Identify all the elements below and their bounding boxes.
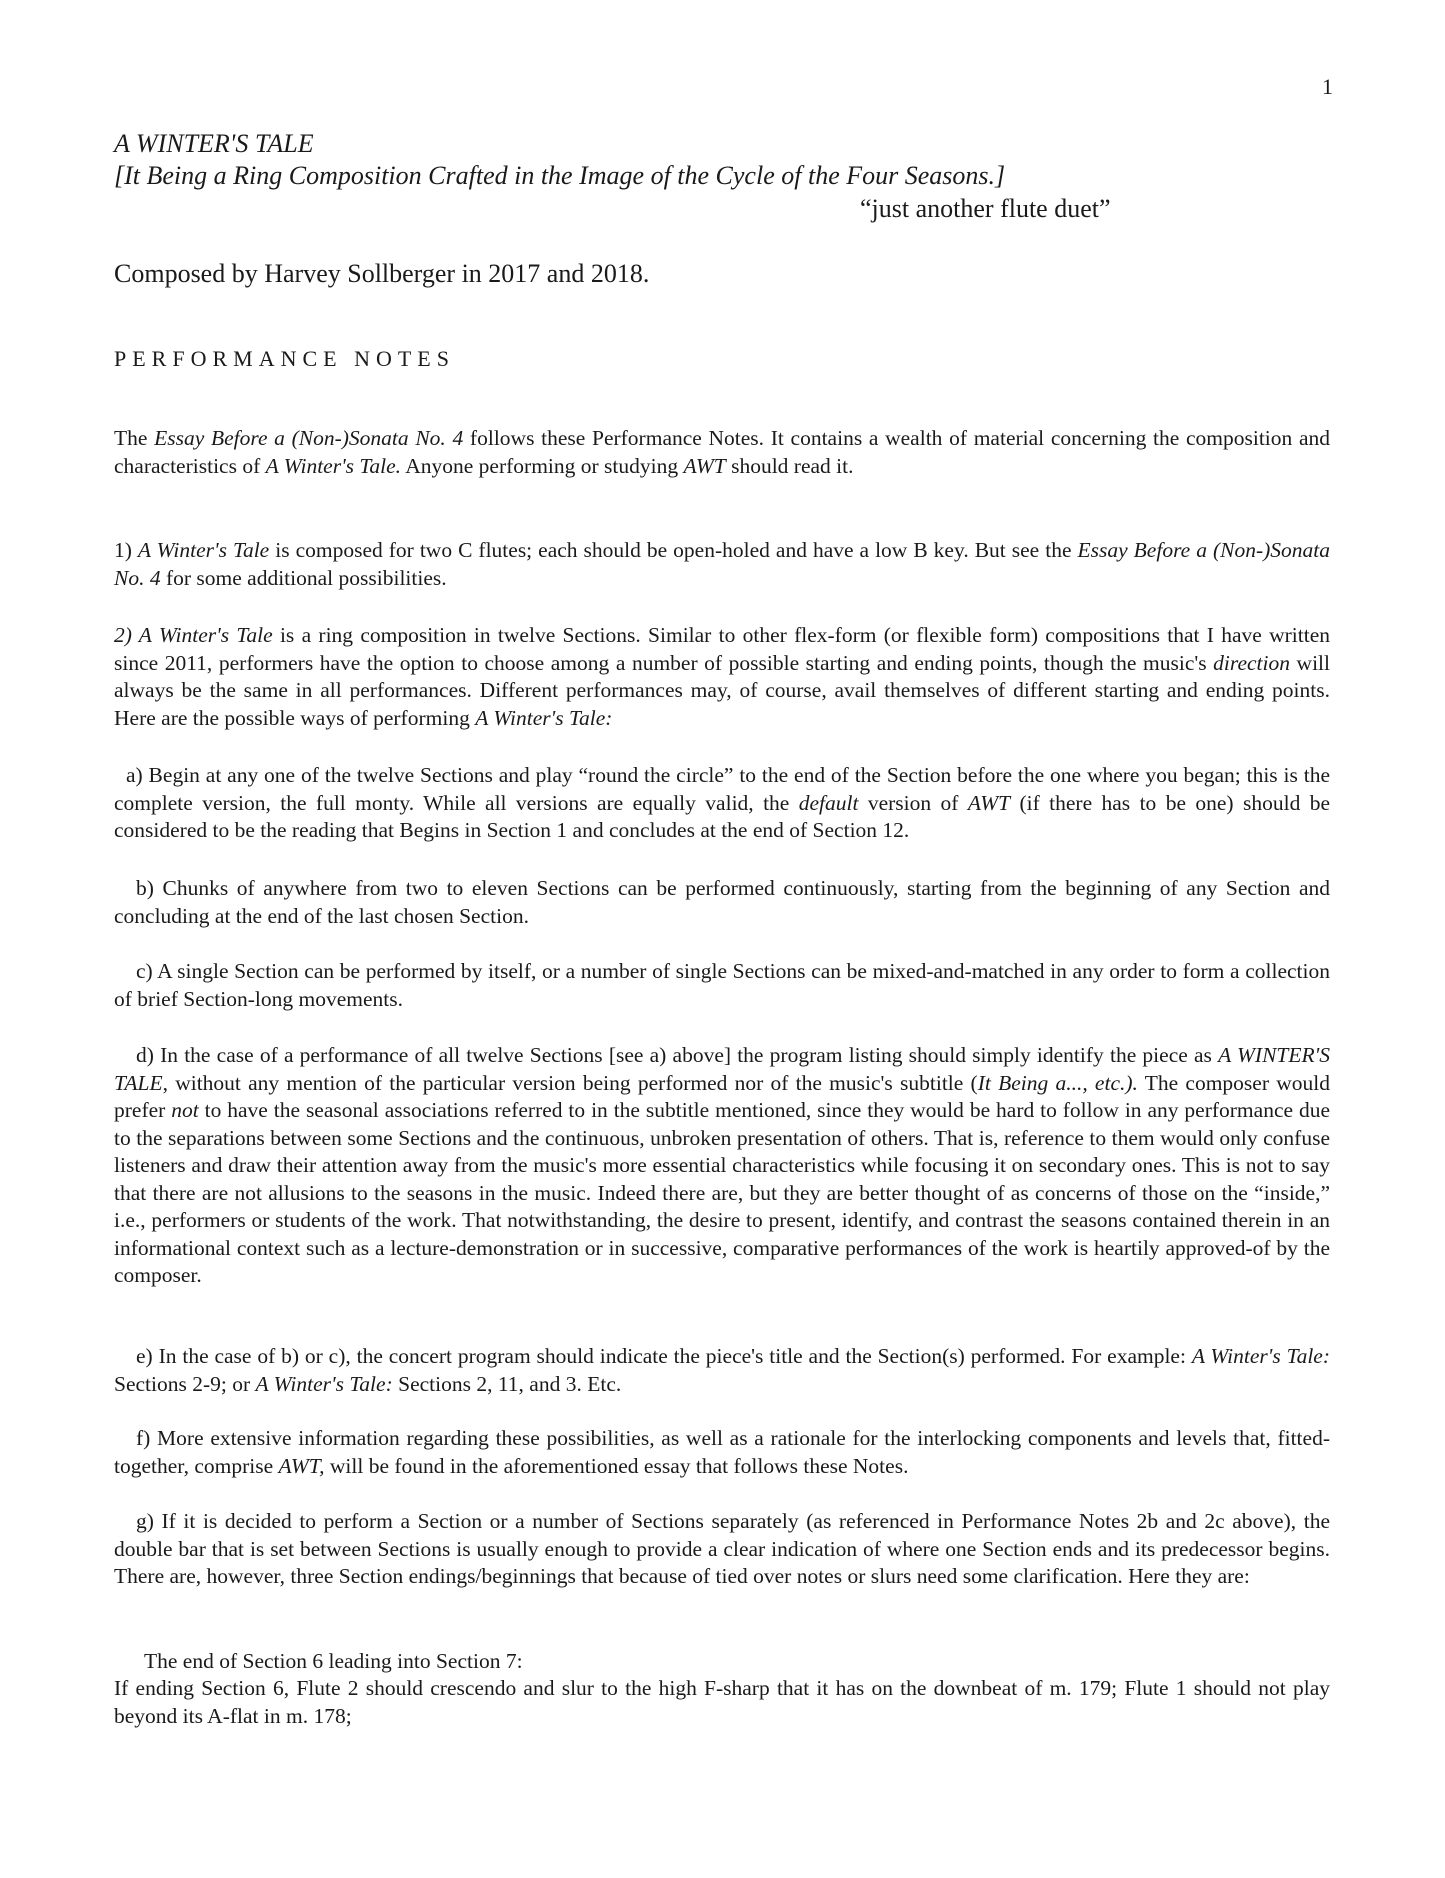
note-d: d) In the case of a performance of all twelve Sections [see a) above] the program listing should simply identify the piece as A WINTER'S TALE, without any mention of the particular version being performed nor of the music's subtitle (It Being a..., etc.). The composer would prefer not to have the seasonal associations referred to in the subtitle mentioned, since they would be hard to follow in any performance due to the separations between some Sections and the continuous, unbroken presentation of others. That is, reference to them would only confuse listeners and draw their attention away from the music's more essential characteristics while focusing it on secondary ones. This is not to say that there are not allusions to the seasons in the music. Indeed there are, but they are better thought of as concerns of those on the “inside,” i.e., performers or students of the work. That notwithstanding, the desire to present, identify, and contrast the seasons contained therein in an informational context such as a lecture-demonstration or in successive, comparative performances of the work is heartily approved-of by the composer. <box>114 1043 1330 1287</box>
page-number: 1 <box>1322 74 1333 99</box>
sub-heading: The end of Section 6 leading into Section 7: <box>144 1649 523 1673</box>
note-b: b) Chunks of anywhere from two to eleven Sections can be performed continuously, starting from the beginning of any Section and concluding at the end of the last chosen Section. <box>114 876 1330 928</box>
note-1: 1) A Winter's Tale is composed for two C flutes; each should be open-holed and have a low B key. But see the Essay Before a (Non-)Sonata No. 4 for some additional possibilities. <box>114 538 1330 590</box>
document-title: A WINTER'S TALE <box>114 129 314 158</box>
note-a: a) Begin at any one of the twelve Sections and play “round the circle” to the end of the Section before the one where you began; this is the complete version, the full monty. While all versions are equally valid, the default version of AWT (if there has to be one) should be considered to be the reading that Begins in Section 1 and concludes at the end of Section 12. <box>114 763 1331 842</box>
final-paragraph: If ending Section 6, Flute 2 should crescendo and slur to the high F-sharp that it has on the downbeat of m. 179; Flute 1 should not play beyond its A-flat in m. 178; <box>114 1676 1330 1728</box>
note-e: e) In the case of b) or c), the concert program should indicate the piece's title and the Section(s) performed. For example: A Winter's Tale: Sections 2-9; or A Winter's Tale: Sections 2, 11, and 3. Etc. <box>114 1344 1330 1396</box>
section-heading: PERFORMANCE NOTES <box>114 346 455 371</box>
intro-paragraph: The Essay Before a (Non-)Sonata No. 4 follows these Performance Notes. It contains a wealth of material concerning the composition and characteristics of A Winter's Tale. Anyone performing or studying AWT should read it. <box>114 426 1331 478</box>
note-2: 2) A Winter's Tale is a ring composition in twelve Sections. Similar to other flex-form (or flexible form) compositions that I have written since 2011, performers have the option to choose among a number of possible starting and ending points, though the music's direction will always be the same in all performances. Different performances may, of course, avail themselves of different starting and ending points. Here are the possible ways of performing A Winter's Tale: <box>114 623 1331 730</box>
document-subtitle: [It Being a Ring Composition Crafted in the Image of the Cycle of the Four Seasons.] <box>114 161 1006 190</box>
composer-line: Composed by Harvey Sollberger in 2017 and 2018. <box>114 259 650 288</box>
note-c: c) A single Section can be performed by itself, or a number of single Sections can be mixed-and-matched in any order to form a collection of brief Section-long movements. <box>114 959 1330 1011</box>
note-f: f) More extensive information regarding these possibilities, as well as a rationale for the interlocking components and levels that, fitted-together, comprise AWT, will be found in the aforementioned essay that follows these Notes. <box>114 1426 1330 1478</box>
note-g: g) If it is decided to perform a Section or a number of Sections separately (as referenced in Performance Notes 2b and 2c above), the double bar that is set between Sections is usually enough to provide a clear indication of where one Section ends and its predecessor begins. There are, however, three Section endings/beginnings that because of tied over notes or slurs need some clarification. Here they are: <box>114 1509 1330 1588</box>
epigraph: “just another flute duet” <box>860 194 1111 223</box>
